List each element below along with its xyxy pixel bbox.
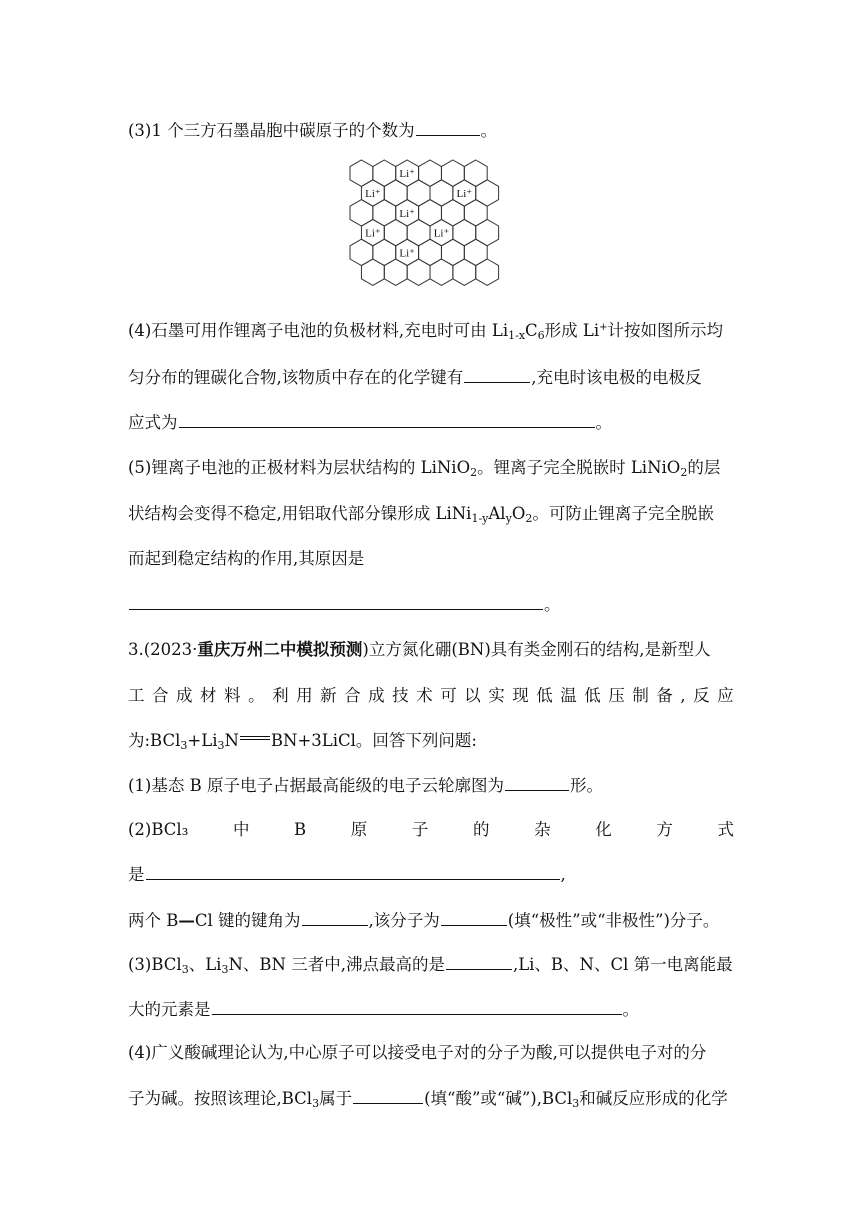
- p3-line-2-word: 工: [128, 686, 145, 705]
- hexagon-cell: [464, 239, 487, 265]
- p3-line-2-word: 术: [416, 686, 433, 705]
- p3-line-2-word: 可: [440, 686, 457, 705]
- p3-q2-line-3: 两个 B—Cl 键的键角为 ,该分子为 (填“极性”或“非极性”)分子。: [128, 911, 720, 930]
- p3-q2-word: 式: [717, 820, 734, 839]
- li-ion-label: Li⁺: [399, 207, 415, 220]
- hexagon-cell: [476, 219, 499, 245]
- answer-blank[interactable]: [446, 953, 512, 970]
- p3-line-2-word: 合: [344, 686, 361, 705]
- p3-q2-word: 原: [350, 820, 368, 839]
- answer-blank[interactable]: [179, 411, 595, 428]
- q4-line-3: 应式为 。: [128, 413, 612, 432]
- hexagon-cell: [350, 160, 373, 186]
- p3-q2-word: (2)BCl₃: [128, 820, 189, 839]
- p3-q3-line-2: 大的元素是 。: [128, 1000, 639, 1019]
- p3-q1: (1)基态 B 原子电子占据最高能级的电子云轮廓图为 形。: [128, 776, 603, 795]
- p3-line-2-word: ,: [680, 686, 686, 705]
- hexagon-cell: [464, 200, 487, 226]
- p3-line-2-word: 反: [693, 686, 710, 705]
- p3-line-2-word: 合: [152, 686, 169, 705]
- hexagon-cell: [476, 180, 499, 206]
- li-ion-label: Li⁺: [365, 227, 381, 240]
- p3-q2-word: 子: [411, 820, 429, 839]
- q3-line: (3)1 个三方石墨晶胞中碳原子的个数为 。: [128, 121, 498, 140]
- q5-line-1: (5)锂离子电池的正极材料为层状结构的 LiNiO$_2$。锂离子完全脱嵌时 LiNiO$_2$的层: [128, 458, 721, 479]
- hexagon-cell: [384, 259, 407, 285]
- li-ion-label: Li⁺: [399, 247, 415, 260]
- source-tag: 重庆万州二中模拟预测: [197, 640, 363, 659]
- hexagon-cell: [441, 160, 464, 186]
- q4-line-2: 匀分布的锂碳化合物,该物质中存在的化学键有 ,充电时该电极的电极反: [128, 368, 702, 387]
- p3-line-2-word: 成: [368, 686, 385, 705]
- answer-blank[interactable]: [146, 863, 560, 880]
- answer-blank[interactable]: [129, 593, 543, 610]
- li-ion-label: Li⁺: [433, 227, 450, 240]
- hexagon-cell: [441, 239, 464, 265]
- hexagon-cell: [453, 219, 476, 245]
- q4-line-1: (4)石墨可用作锂离子电池的负极材料,充电时可由 $Li_{1-x}C_6$形成 Li+计按如图所示均: [128, 321, 724, 342]
- hexagon-cell: [350, 200, 373, 226]
- li-ion-label: Li⁺: [365, 188, 381, 200]
- hexagon-cell: [361, 259, 384, 285]
- hexagon-cell: [430, 259, 453, 285]
- hexagon-cell: [419, 200, 442, 226]
- hexagon-cell: [373, 160, 396, 186]
- p3-line-2-word: 以: [464, 686, 481, 705]
- hexagon-cell: [419, 239, 442, 265]
- p3-line-2-word: 压: [608, 686, 625, 705]
- p3-line-2: [128, 685, 734, 707]
- p3-line-2-word: 应: [717, 686, 734, 705]
- p3-line-2-word: 新: [320, 686, 337, 705]
- p3-line-2-word: 。: [248, 686, 265, 705]
- q5-line-4: 。: [128, 593, 561, 616]
- hexagon-cell: [464, 160, 487, 186]
- hexagon-cell: [476, 259, 499, 285]
- p3-line-2-word: 制: [632, 686, 649, 705]
- p3-q2-word: 方: [656, 820, 673, 839]
- p3-q2-line-2: 是 ,: [128, 865, 566, 884]
- p3-line-3-equation: 为$:BCl_3+Li_3N$ BN+3LiCl。回答下列问题:: [128, 731, 477, 752]
- p3-line-2-word: 低: [584, 686, 601, 705]
- p3-line-2-word: 材: [200, 686, 217, 705]
- answer-blank[interactable]: [353, 1087, 423, 1104]
- p3-q3-line-1: (3)BCl$_3$、$Li_3N$、BN 三者中,沸点最高的是 ,Li、B、N、Cl 第一电离能最: [128, 955, 733, 976]
- p3-line-2-word: 温: [560, 686, 577, 705]
- answer-blank[interactable]: [302, 909, 368, 926]
- hexagon-cell: [384, 180, 407, 206]
- q5-line-2: 状结构会变得不稳定,用铝取代部分镍形成 $LiNi_{1-y}Al_yO_2$。可防止锂离子完全脱嵌: [128, 504, 714, 525]
- p3-q2-word: 化: [595, 820, 612, 839]
- p3-q2-word: 的: [473, 820, 490, 839]
- p3-line-2-word: 低: [536, 686, 553, 705]
- answer-blank[interactable]: [441, 909, 507, 926]
- answer-blank[interactable]: [212, 998, 622, 1015]
- answer-blank[interactable]: [505, 774, 569, 791]
- hexagon-cell: [350, 239, 373, 265]
- answer-blank[interactable]: [464, 366, 530, 383]
- p3-line-2-word: 实: [488, 686, 505, 705]
- p3-q4-line-2: 子为碱。按照该理论,BCl$_3$属于 (填“酸”或“碱”),BCl$_3$和碱反应形成的化学: [128, 1089, 728, 1110]
- answer-blank[interactable]: [416, 119, 480, 136]
- hexagon-cell: [384, 219, 407, 245]
- hexagon-cell: [373, 239, 396, 265]
- hexagon-cell: [441, 200, 464, 226]
- hexagon-cell: [407, 259, 430, 285]
- p3-line-2-word: 利: [272, 686, 289, 705]
- li-ion-label: Li⁺: [399, 168, 415, 181]
- p3-q2-line-1: [128, 819, 734, 841]
- p3-line-2-word: 用: [296, 686, 313, 705]
- hexagon-cell: [419, 160, 442, 186]
- reaction-equals-sign: [240, 736, 270, 746]
- li-ion-label: Li⁺: [456, 188, 473, 200]
- p3-line-2-word: 技: [392, 686, 409, 705]
- p3-q2-word: 中: [232, 820, 250, 839]
- p3-line-2-word: 成: [176, 686, 193, 705]
- p3-q4-line-1: (4)广义酸碱理论认为,中心原子可以接受电子对的分子为酸,可以提供电子对的分: [128, 1043, 707, 1062]
- hexagon-cell: [407, 219, 430, 245]
- hexagon-cell: [407, 180, 430, 206]
- p3-q2-word: B: [294, 820, 307, 839]
- p3-line-2-word: 料: [224, 686, 241, 705]
- p3-line-2-word: 现: [512, 686, 529, 705]
- hexagon-cell: [430, 180, 453, 206]
- p3-line-1: 3.(2023·重庆万州二中模拟预测)立方氮化硼(BN)具有类金刚石的结构,是新型人: [128, 640, 711, 659]
- hexagon-cell: [453, 259, 476, 285]
- p3-q2-word: 杂: [534, 820, 551, 839]
- hexagon-cell: [373, 200, 396, 226]
- p3-line-2-word: 备: [656, 686, 673, 705]
- graphite-lithium-lattice-figure: [348, 158, 508, 298]
- q5-line-3: 而起到稳定结构的作用,其原因是: [128, 549, 365, 568]
